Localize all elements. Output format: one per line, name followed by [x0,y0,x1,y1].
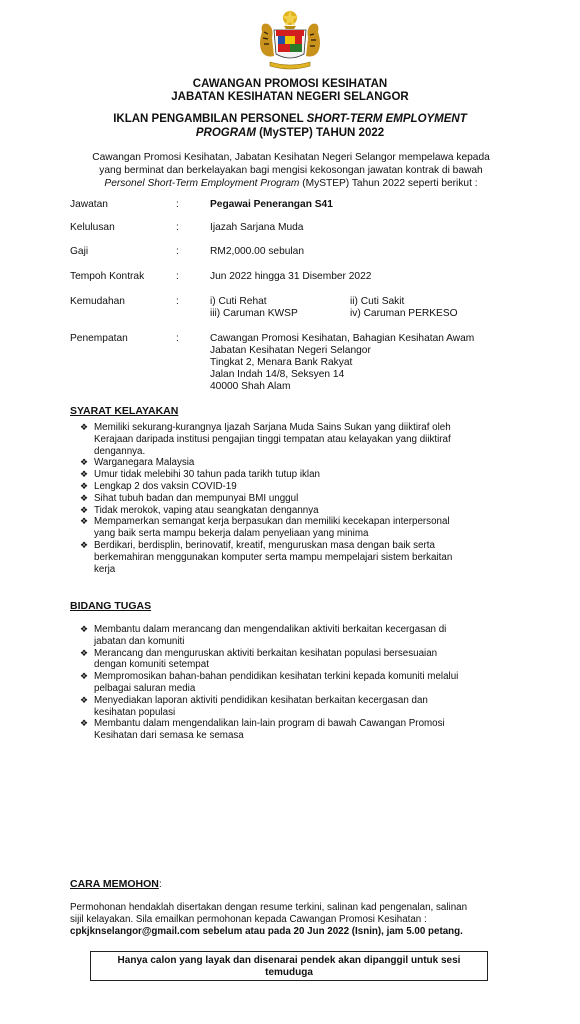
list-item-text: Mempromosikan bahan-bahan pendidikan kesihatan terkini kepada komuniti melalui [94,671,459,683]
address-line: Jalan Indah 14/8, Seksyen 14 [210,369,345,380]
detail-value: RM2,000.00 sebulan [210,246,305,257]
intro-line: yang berminat dan berkelayakan bagi mengisi kekosongan jawatan kontrak di bawah [99,165,483,176]
intro-text: (MySTEP) Tahun 2022 seperti berikut : [299,178,478,189]
diamond-bullet-icon: ❖ [80,422,89,432]
section-heading-bidang: BIDANG TUGAS [70,600,152,612]
list-item-text: Sihat tubuh badan dan mempunyai BMI unggul [94,492,299,504]
shortlist-notice-box [90,951,488,981]
state-health-department-name: JABATAN KESIHATAN NEGERI SELANGOR [171,91,409,103]
list-item-text: pelbagai saluran media [94,682,196,694]
diamond-bullet-icon: ❖ [80,457,89,468]
list-item-text: Umur tidak melebihi 30 tahun pada tarikh tutup iklan [94,469,321,481]
benefit-item: ii) Cuti Sakit [350,296,405,307]
section-heading-syarat: SYARAT KELAYAKAN [70,405,179,417]
intro-line: Cawangan Promosi Kesihatan, Jabatan Kesihatan Negeri Selangor mempelawa kepada [92,152,490,163]
apply-line: sijil kelayakan. Sila emailkan permohonan kepada Cawangan Promosi Kesihatan : [70,914,427,925]
list-item-text: Warganegara Malaysia [94,457,195,469]
list-item [80,457,520,469]
list-item [80,505,520,517]
list-item-text: Membantu dalam merancang dan mengendalikan aktiviti berkaitan kecergasan di [94,624,447,635]
diamond-bullet-icon: ❖ [80,647,89,658]
list-item-text: dengannya. [94,445,146,457]
benefit-item: i) Cuti Rehat [210,296,267,307]
intro-italic-text: Personel Short-Term Employment Program [104,178,300,189]
address-line: 40000 Shah Alam [210,381,291,392]
title-text: (MySTEP) TAHUN 2022 [255,127,385,139]
list-item-text: Menyediakan laporan aktiviti pendidikan kesihatan berkaitan kecergasan dan [94,694,428,706]
list-item-text: Merancang dan menguruskan aktiviti berkaitan kesihatan populasi bersesuaian [94,647,438,659]
benefit-item: iv) Caruman PERKESO [350,308,458,319]
list-item [80,671,520,695]
list-item-text: Tidak merokok, vaping atau seangkatan dengannya [94,504,319,516]
diamond-bullet-icon: ❖ [80,694,89,705]
detail-label: Kelulusan [70,222,115,233]
title-italic-text: SHORT-TERM EMPLOYMENT [306,113,467,125]
detail-label: Penempatan [70,333,128,344]
detail-colon: : [176,333,179,344]
list-item [80,624,520,648]
intro-line [66,178,516,191]
detail-colon: : [176,246,179,257]
diamond-bullet-icon: ❖ [80,480,89,491]
address-line: Jabatan Kesihatan Negeri Selangor [210,345,371,356]
diamond-bullet-icon: ❖ [80,504,89,515]
list-item-text: Memiliki sekurang-kurangnya Ijazah Sarjana Muda Sains Sukan yang diiktiraf oleh [94,422,451,433]
apply-line: Permohonan hendaklah disertakan dengan resume terkini, salinan kad pengenalan, salinan [70,902,468,913]
detail-label: Kemudahan [70,296,125,307]
title-italic-text: PROGRAM [195,127,256,139]
diamond-bullet-icon: ❖ [80,624,89,634]
bidang-list [80,624,520,742]
list-item-text: Kerajaan daripada institusi pengajian tinggi tempatan atau kelayakan yang diiktiraf [94,433,451,445]
detail-colon: : [176,271,179,282]
list-item [80,718,520,742]
list-item [80,481,520,493]
diamond-bullet-icon: ❖ [80,492,89,503]
detail-label: Gaji [70,246,89,257]
notice-line: temuduga [265,967,313,978]
list-item-text: Kesihatan dari semasa ke semasa [94,730,244,742]
section-heading-memohon [70,878,162,890]
detail-colon: : [176,296,179,307]
list-item-text: dengan komuniti setempat [94,659,209,671]
address-line: Tingkat 2, Menara Bank Rakyat [210,357,353,368]
list-item [80,516,520,540]
syarat-list [80,422,520,575]
heading-text: CARA MEMOHON [70,878,159,890]
coat-of-arms-logo [240,8,340,72]
detail-value: Jun 2022 hingga 31 Disember 2022 [210,271,372,282]
list-item-text: kesihatan populasi [94,706,176,718]
detail-label: Tempoh Kontrak [70,271,145,282]
list-item [80,648,520,672]
list-item-text: Lengkap 2 dos vaksin COVID-19 [94,480,237,492]
detail-value: Pegawai Penerangan S41 [210,199,333,210]
list-item [80,695,520,719]
list-item-text: Mempamerkan semangat kerja berpasukan dan memiliki kecekapan interpersonal [94,516,450,528]
list-item [80,493,520,505]
advert-title-line1 [40,112,540,126]
diamond-bullet-icon: ❖ [80,516,89,527]
list-item-text: berkemahiran menggunakan komputer serta mampu mempelajari sistem berkaitan [94,551,453,563]
heading-suffix: : [158,878,162,890]
address-line: Cawangan Promosi Kesihatan, Bahagian Kesihatan Awam [210,333,475,344]
detail-colon: : [176,199,179,210]
title-text: IKLAN PENGAMBILAN PERSONEL [113,113,307,125]
advert-title-line2 [40,126,540,140]
list-item-text: yang baik serta mampu bekerja dalam penyeliaan yang minima [94,528,369,540]
detail-colon: : [176,222,179,233]
diamond-bullet-icon: ❖ [80,718,89,729]
list-item-text: Membantu dalam mengendalikan lain-lain program di bawah Cawangan Promosi [94,718,445,730]
list-item [80,422,520,457]
benefit-item: iii) Caruman KWSP [210,308,298,319]
detail-value: Ijazah Sarjana Muda [210,222,304,233]
list-item [80,469,520,481]
detail-label: Jawatan [70,199,108,210]
department-name: CAWANGAN PROMOSI KESIHATAN [192,78,388,90]
list-item-text: jabatan dan komuniti [94,635,185,647]
notice-line: Hanya calon yang layak dan disenarai pendek akan dipanggil untuk sesi [117,955,461,966]
diamond-bullet-icon: ❖ [80,539,89,550]
apply-line-email-deadline: cpkjknselangor@gmail.com sebelum atau pada 20 Jun 2022 (Isnin), jam 5.00 petang. [70,926,463,937]
diamond-bullet-icon: ❖ [80,671,89,682]
list-item [80,540,520,575]
list-item-text: Berdikari, berdisplin, berinovatif, kreatif, menguruskan masa dengan baik serta [94,539,435,551]
diamond-bullet-icon: ❖ [80,469,89,480]
list-item-text: kerja [94,563,116,575]
